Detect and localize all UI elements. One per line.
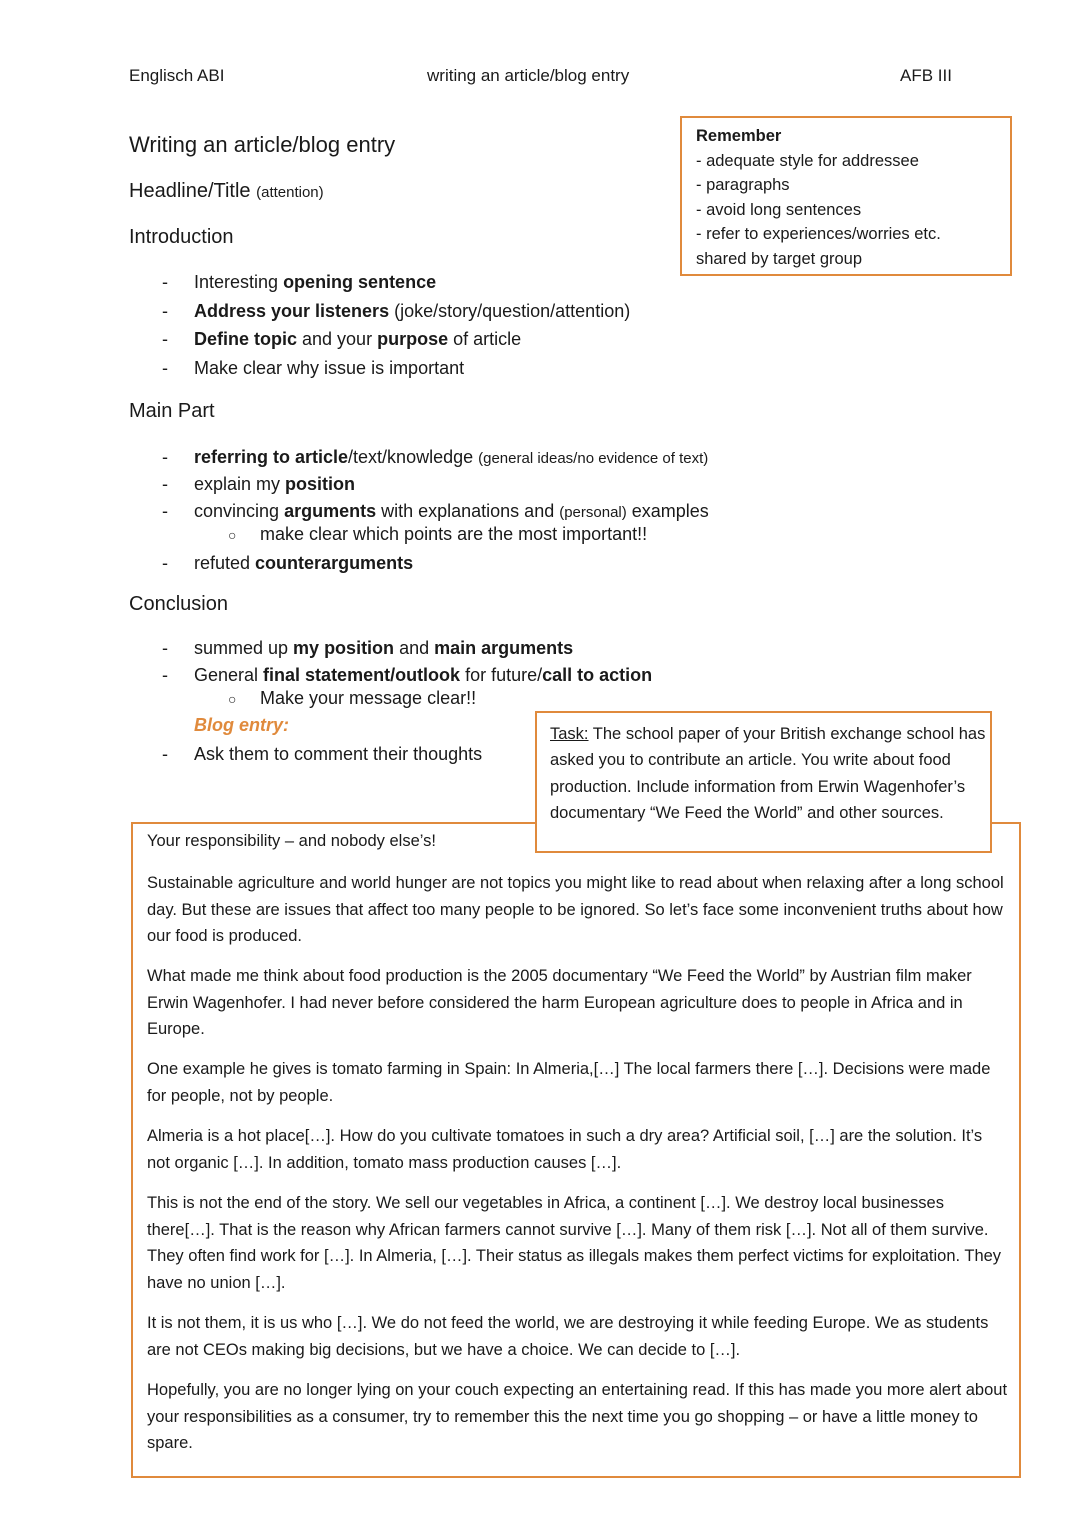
introduction-heading: Introduction xyxy=(129,226,234,248)
main-part-heading: Main Part xyxy=(129,400,215,422)
remember-line: - adequate style for addressee xyxy=(696,151,919,170)
blog-entry-label: Blog entry: xyxy=(194,715,290,735)
circle-bullet-icon: ○ xyxy=(228,527,237,543)
article-paragraph: Almeria is a hot place[…]. How do you cultivate tomatoes in such a dry area? Artificial soil, […] are the solution. It’s not organic […]. In addition, tomato mass production causes […]. xyxy=(147,1127,983,1172)
article-paragraph: What made me think about food production is the 2005 documentary “We Feed the World” by Austrian film maker Erwin Wagenhofer. I had never before considered the harm European agriculture does to people in Africa and in Europe. xyxy=(147,967,972,1038)
article-title: Your responsibility – and nobody else’s! xyxy=(147,832,436,850)
header-center: writing an article/blog entry xyxy=(427,66,630,85)
sub-list-item: ○ make clear which points are the most important!! xyxy=(228,524,648,544)
headline-heading xyxy=(129,180,324,203)
article-paragraph: Hopefully, you are no longer lying on your couch expecting an entertaining read. If this has made you more alert about your responsibilities as a consumer, try to remember this the next time you go shopping – or have a little money to spare. xyxy=(147,1381,1008,1452)
remember-title: Remember xyxy=(696,127,782,145)
remember-line: - refer to experiences/worries etc. xyxy=(696,225,941,243)
conclusion-heading: Conclusion xyxy=(129,593,228,615)
article-paragraph: This is not the end of the story. We sell our vegetables in Africa, a continent […]. We destroy local businesses there[…]. That is the reason why African farmers cannot survive […]. Many of them risk […]. Not all of them survive. They often find work for […]. In Almeria, […]. Their status as illegals makes them perfect victims for exploitation. They have no union […]. xyxy=(147,1194,1002,1292)
remember-box xyxy=(680,116,1012,276)
header-right: AFB III xyxy=(900,66,952,85)
header-left: Englisch ABI xyxy=(129,66,225,85)
task-box xyxy=(535,711,992,853)
article-paragraph: One example he gives is tomato farming in Spain: In Almeria,[…] The local farmers there […]. Decisions were made for people, not by people. xyxy=(147,1060,991,1105)
remember-line: shared by target group xyxy=(696,249,863,268)
task-text: The school paper of your British exchange school has asked you to contribute an article. You write about food production. Include information from Erwin Wagenhofer’s documentary “We Feed the World” and other sources. xyxy=(550,725,986,822)
headline-note: (attention) xyxy=(256,184,324,201)
article-paragraph: Sustainable agriculture and world hunger are not topics you might like to read about when relaxing after a long school day. But these are issues that affect too many people to be ignored. So let’s face some inconvenient truths about how our food is produced. xyxy=(147,874,1004,945)
circle-bullet-icon: ○ xyxy=(228,691,237,707)
article-paragraph: It is not them, it is us who […]. We do not feed the world, we are destroying it while feeding Europe. We as students are not CEOs making big decisions, but we have a choice. We can decide to […]. xyxy=(147,1314,989,1359)
remember-line: - avoid long sentences xyxy=(696,200,862,219)
sub-list-item: ○ Make your message clear!! xyxy=(228,688,477,708)
remember-line: - paragraphs xyxy=(696,176,790,194)
page-title: Writing an article/blog entry xyxy=(129,132,396,157)
headline-label: Headline/Title xyxy=(129,180,251,202)
task-label: Task: xyxy=(550,725,589,743)
